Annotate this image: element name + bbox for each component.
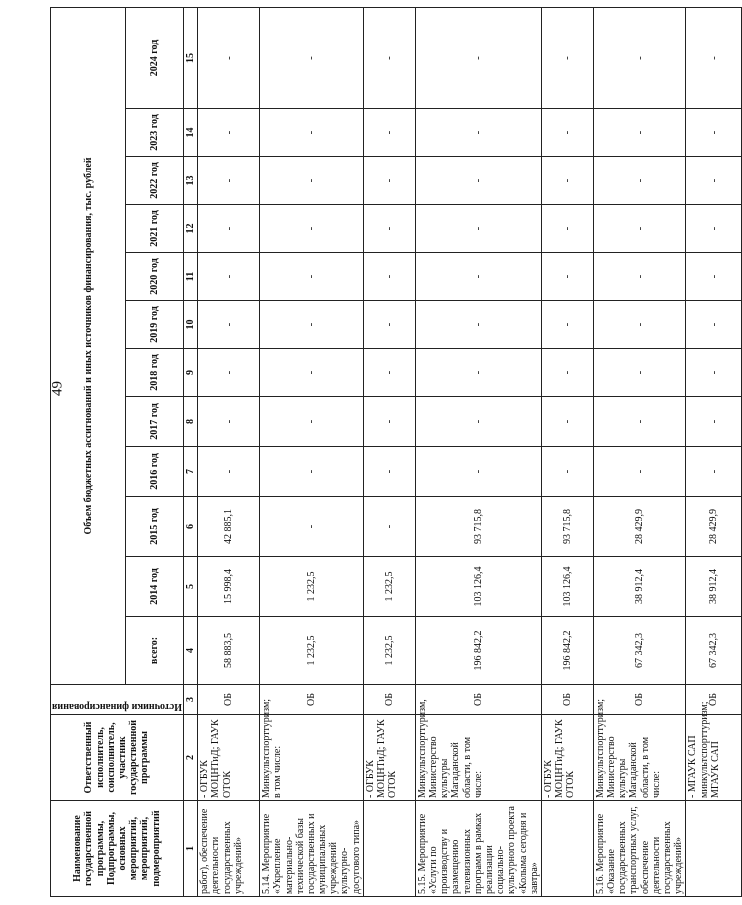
source-cell: ОБ <box>363 685 415 715</box>
total-cell: 67 342,3 <box>686 617 742 685</box>
year-value-cell: - <box>260 447 364 497</box>
col-number: 13 <box>183 157 197 205</box>
year-value-cell: - <box>363 253 415 301</box>
year-value-cell: - <box>363 497 415 557</box>
source-cell: ОБ <box>198 685 260 715</box>
measure-name-cell: 5.14. Мероприятие «Укрепление материально-технической базы государственных и муниципальных учреждений культурно-досугового типа» <box>260 801 364 897</box>
year-value-cell: - <box>260 301 364 349</box>
year-value-cell: - <box>363 349 415 397</box>
source-cell: ОБ <box>415 685 541 715</box>
col-number: 10 <box>183 301 197 349</box>
year-value-cell: 42 885,1 <box>198 497 260 557</box>
year-value-cell: - <box>415 253 541 301</box>
header-group: Объем бюджетных ассигнований и иных источников финансирования, тыс. рублей <box>51 7 126 684</box>
source-cell: ОБ <box>541 685 593 715</box>
year-value-cell: - <box>198 109 260 157</box>
year-value-cell: - <box>415 109 541 157</box>
table-frame <box>50 8 721 897</box>
year-value-cell: - <box>593 109 686 157</box>
executor-cell: - ОГБУК МОЦНТиД; ГАУК ОТОК <box>363 715 415 801</box>
year-value-cell: - <box>686 253 742 301</box>
year-value-cell: - <box>415 349 541 397</box>
measure-name-cell: работ), обеспечение деятельности государственных учреждений» <box>198 801 260 897</box>
column-number-row <box>183 7 197 896</box>
col-number: 8 <box>183 397 197 447</box>
col-number: 1 <box>183 801 197 897</box>
executor-cell: Минкультспорттуризм, Министерство культуры Магаданской области, в том числе: <box>415 715 541 801</box>
year-value-cell: - <box>415 301 541 349</box>
year-value-cell: - <box>593 447 686 497</box>
year-value-cell: 103 126,4 <box>541 557 593 617</box>
year-value-cell: 1 232,5 <box>363 557 415 617</box>
year-value-cell: - <box>363 109 415 157</box>
table-row <box>541 7 593 896</box>
year-value-cell: 28 429,9 <box>593 497 686 557</box>
table-row <box>260 7 364 896</box>
col-number: 12 <box>183 205 197 253</box>
col-number: 4 <box>183 617 197 685</box>
year-value-cell: - <box>686 349 742 397</box>
year-value-cell: - <box>593 397 686 447</box>
year-value-cell: - <box>593 205 686 253</box>
header-year: 2024 год <box>126 7 184 108</box>
header-year: 2017 год <box>126 397 184 447</box>
year-value-cell: - <box>593 253 686 301</box>
col-number: 15 <box>183 7 197 108</box>
total-cell: 1 232,5 <box>363 617 415 685</box>
year-value-cell: - <box>363 301 415 349</box>
executor-cell: Минкультспорттуризм; в том числе: <box>260 715 364 801</box>
year-value-cell: 103 126,4 <box>415 557 541 617</box>
header-year: 2018 год <box>126 349 184 397</box>
year-value-cell: - <box>198 7 260 108</box>
header-year: 2014 год <box>126 557 184 617</box>
header-total: всего: <box>126 617 184 685</box>
year-value-cell: - <box>260 109 364 157</box>
source-cell: ОБ <box>260 685 364 715</box>
year-value-cell: - <box>541 109 593 157</box>
year-value-cell: 38 912,4 <box>593 557 686 617</box>
col-number: 14 <box>183 109 197 157</box>
header-year: 2016 год <box>126 447 184 497</box>
year-value-cell: - <box>363 397 415 447</box>
financing-table <box>50 7 742 897</box>
year-value-cell: - <box>260 205 364 253</box>
year-value-cell: 93 715,8 <box>415 497 541 557</box>
executor-cell: - МГАУК САП минкультспорттуризм; МГАУК САП <box>686 715 742 801</box>
header-source: Источники финансирования <box>51 685 184 715</box>
year-value-cell: - <box>686 397 742 447</box>
col-number: 2 <box>183 715 197 801</box>
year-value-cell: - <box>415 397 541 447</box>
table-row <box>415 7 541 896</box>
year-value-cell: - <box>686 205 742 253</box>
table-row <box>686 7 742 896</box>
year-value-cell: - <box>541 157 593 205</box>
year-value-cell: - <box>363 157 415 205</box>
year-value-cell: - <box>415 157 541 205</box>
year-value-cell: - <box>541 301 593 349</box>
source-cell: ОБ <box>593 685 686 715</box>
year-value-cell: - <box>363 205 415 253</box>
year-value-cell: - <box>593 7 686 108</box>
year-value-cell: - <box>541 253 593 301</box>
col-number: 11 <box>183 253 197 301</box>
year-value-cell: - <box>260 397 364 447</box>
total-cell: 1 232,5 <box>260 617 364 685</box>
header-year: 2023 год <box>126 109 184 157</box>
year-value-cell: - <box>260 497 364 557</box>
header-executor: Ответственный исполнитель, соисполнитель, участник государственной программы <box>51 715 184 801</box>
table-row <box>363 7 415 896</box>
col-number: 6 <box>183 497 197 557</box>
year-value-cell: 28 429,9 <box>686 497 742 557</box>
year-value-cell: - <box>198 447 260 497</box>
header-year: 2015 год <box>126 497 184 557</box>
year-value-cell: 15 998,4 <box>198 557 260 617</box>
header-name: Наименование государственной программы, Подпрограммы, основных мероприятий, мероприятий, подмероприятий <box>51 801 184 897</box>
year-value-cell: - <box>198 301 260 349</box>
year-value-cell: - <box>260 349 364 397</box>
year-value-cell: - <box>541 349 593 397</box>
executor-cell: - ОГБУК МОЦНТиД; ГАУК ОТОК <box>198 715 260 801</box>
executor-cell: - ОГБУК МОЦНТиД; ГАУК ОТОК <box>541 715 593 801</box>
measure-name-cell <box>363 801 415 897</box>
year-value-cell: - <box>415 7 541 108</box>
year-value-cell: - <box>415 205 541 253</box>
header-year: 2020 год <box>126 253 184 301</box>
year-value-cell: - <box>686 109 742 157</box>
year-value-cell: - <box>198 397 260 447</box>
year-value-cell: - <box>593 301 686 349</box>
header-year: 2021 год <box>126 205 184 253</box>
executor-cell: Минкультспорттуризм; Министерство культуры Магаданской области, в том числе: <box>593 715 686 801</box>
col-number: 9 <box>183 349 197 397</box>
year-value-cell: - <box>198 205 260 253</box>
col-number: 5 <box>183 557 197 617</box>
year-value-cell: - <box>541 397 593 447</box>
year-value-cell: - <box>686 301 742 349</box>
year-value-cell: - <box>363 7 415 108</box>
table-row <box>198 7 260 896</box>
year-value-cell: - <box>415 447 541 497</box>
year-value-cell: 93 715,8 <box>541 497 593 557</box>
year-value-cell: - <box>593 157 686 205</box>
col-number: 7 <box>183 447 197 497</box>
year-value-cell: 1 232,5 <box>260 557 364 617</box>
year-value-cell: - <box>260 7 364 108</box>
total-cell: 67 342,3 <box>593 617 686 685</box>
total-cell: 196 842,2 <box>415 617 541 685</box>
year-value-cell: - <box>686 157 742 205</box>
total-cell: 58 883,5 <box>198 617 260 685</box>
year-value-cell: - <box>198 157 260 205</box>
year-value-cell: - <box>686 447 742 497</box>
table-row <box>593 7 686 896</box>
measure-name-cell <box>541 801 593 897</box>
col-number: 3 <box>183 685 197 715</box>
year-value-cell: - <box>260 253 364 301</box>
year-value-cell: - <box>686 7 742 108</box>
table-rotated <box>50 8 721 897</box>
page-number: 49 <box>49 381 66 396</box>
year-value-cell: - <box>198 349 260 397</box>
measure-name-cell: 5.15. Мероприятие «Услуги по производству и размещению телевизионных программ в рамках реализации социально-культурного проекта «Колыма сегодня и завтра» <box>415 801 541 897</box>
source-cell: ОБ <box>686 685 742 715</box>
year-value-cell: - <box>593 349 686 397</box>
measure-name-cell <box>686 801 742 897</box>
year-value-cell: - <box>198 253 260 301</box>
year-value-cell: - <box>541 447 593 497</box>
header-year: 2022 год <box>126 157 184 205</box>
year-value-cell: - <box>260 157 364 205</box>
measure-name-cell: 5.16. Мероприятие «Оказание государственных транспортных услуг, обеспечение деятельности государственных учреждений» <box>593 801 686 897</box>
total-cell: 196 842,2 <box>541 617 593 685</box>
year-value-cell: 38 912,4 <box>686 557 742 617</box>
year-value-cell: - <box>541 205 593 253</box>
year-value-cell: - <box>541 7 593 108</box>
header-year: 2019 год <box>126 301 184 349</box>
year-value-cell: - <box>363 447 415 497</box>
